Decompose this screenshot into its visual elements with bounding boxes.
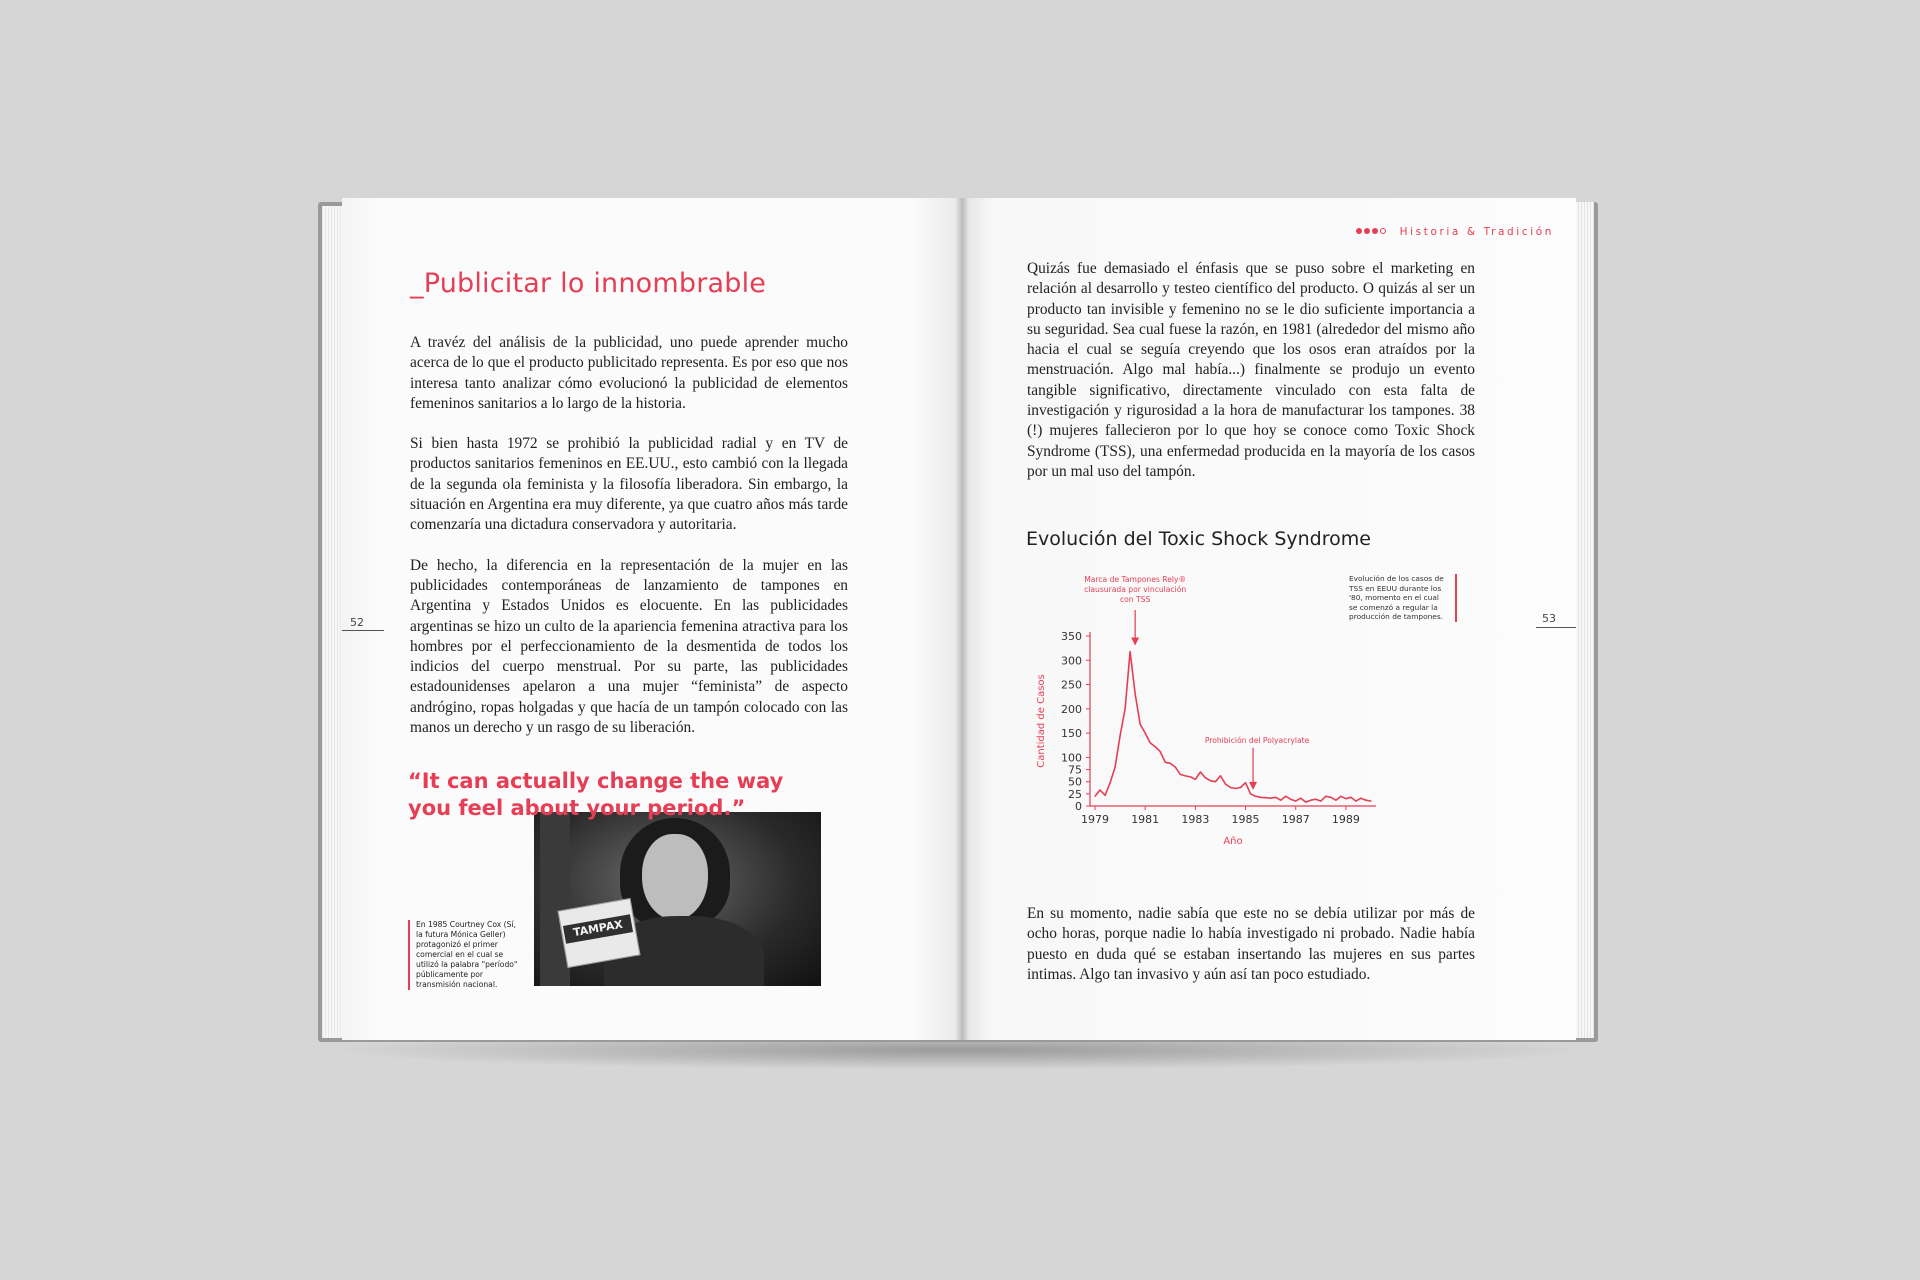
data-point [1220,775,1221,776]
data-point [1285,796,1286,797]
data-point [1165,762,1166,763]
data-point [1160,751,1161,752]
data-point [1170,763,1171,764]
data-point [1114,767,1115,768]
data-point [1230,787,1231,788]
data-point [1365,800,1366,801]
tss-line-chart [1016,570,1396,870]
annotation-rely-arrow-head [1131,638,1139,646]
page-number-rule [1536,627,1576,628]
page-edges-right [1576,202,1594,1038]
x-tick-label: 1983 [1181,813,1210,826]
data-point [1300,798,1301,799]
data-point [1325,796,1326,797]
y-tick-label: 350 [1061,630,1082,643]
page-number: 52 [350,616,364,629]
data-point [1280,800,1281,801]
data-point [1210,780,1211,781]
data-point [1295,801,1296,802]
tampax-ad-photo [534,812,821,986]
photo-caption: En 1985 Courtney Cox (Sí, la futura Mónica Geller) protagonizó el primer comercial en el cual se utilizó la palabra "período" públicamente por transmisión nacional. [408,920,524,990]
data-point [1215,781,1216,782]
data-point [1140,724,1141,725]
paragraph: Si bien hasta 1972 se prohibió la publicidad radial y en TV de productos sanitarios femeninos en EE.UU., esto cambió con la llegada de la segunda ola feminista y la filosofía liberadora. Sin embargo, la situación en Argentina era muy diferente, ya que cuatro años más tarde comenzaría una dictadura conservadora y autoritaria. [410,435,848,534]
data-point [1109,782,1110,783]
book-spine-shadow [955,198,969,1040]
section-title: _Publicitar lo innombrable [410,268,767,299]
y-tick-label: 100 [1061,751,1082,765]
y-tick-label: 150 [1061,727,1082,741]
data-point [1130,651,1131,652]
y-tick-label: 50 [1068,775,1082,789]
data-point [1305,802,1306,803]
y-axis-label: Cantidad de Casos [1036,674,1047,768]
right-body-text-bottom [1027,904,1475,985]
data-point [1360,798,1361,799]
paragraph: De hecho, la diferencia en la representación de la mujer en las publicidades contemporáneas de lanzamiento de tampones en Argentina y Estados Unidos es elocuente. En las publicidades argentinas se hizo un culto de la apariencia femenina atractiva para los hombres por el perfeccionamiento de la desmentida de todos los indicios del cuerpo menstrual. Por su parte, las publicidades estadounidenses apelaron a una mujer “feminista” de aspecto andrógino, ropas holgadas y que hacía de un tampón colocado con las manos un derecho y un rasgo de su liberación. [410,556,848,737]
section-dots-icon [1356,228,1386,234]
open-book [318,198,1598,1046]
data-point [1205,777,1206,778]
left-body-text [410,333,848,738]
pull-quote: “It can actually change the way you feel about your period.” [408,769,784,820]
data-point [1240,787,1241,788]
data-point [1255,796,1256,797]
data-point [1345,798,1346,799]
data-point [1290,799,1291,800]
annotation-polyacrylate-arrow-head [1249,782,1257,790]
paragraph: A travéz del análisis de la publicidad, uno puede aprender mucho acerca de lo que el producto publicitado representa. Es por eso que nos interesa tanto analizar cómo evolucionó la publicidad de elementos femeninos sanitarios a lo largo de la historia. [410,334,848,412]
annotation-polyacrylate-label: Prohibición del Polyacrylate [1204,735,1310,745]
photo-face [642,834,708,920]
annotation-rely-label: Marca de Tampones Rely® clausurada por vinculación con TSS [1084,575,1187,604]
data-point [1135,694,1136,695]
left-page [342,198,962,1040]
data-point [1235,788,1236,789]
page-number-rule [342,630,384,631]
photo-product-label: TAMPAX [563,914,633,944]
data-point [1350,797,1351,798]
running-header: Historia & Tradición [1399,226,1554,238]
tss-cases-line [1095,652,1371,803]
data-point [1260,797,1261,798]
data-point [1270,798,1271,799]
right-page [962,198,1576,1040]
y-tick-label: 200 [1061,702,1082,716]
y-tick-label: 0 [1075,800,1082,813]
data-point [1104,795,1105,796]
data-point [1180,774,1181,775]
data-point [1315,799,1316,800]
data-point [1330,797,1331,798]
y-tick-label: 250 [1061,678,1082,692]
data-point [1200,771,1201,772]
paragraph: En su momento, nadie sabía que este no se debía utilizar por más de ocho horas, porque nadie lo había investigado ni probado. Nadie había puesto en duda qué se estaban insertando las mujeres en sus partes intimas. Algo tan invasivo y aún así tan poco estudiado. [1027,905,1475,983]
x-axis-label: Año [1223,836,1243,847]
page-number: 53 [1542,612,1556,625]
chart-title: Evolución del Toxic Shock Syndrome [1026,528,1371,550]
data-point [1340,796,1341,797]
data-point [1250,793,1251,794]
data-point [1155,746,1156,747]
x-tick-label: 1979 [1081,813,1110,826]
data-point [1355,801,1356,802]
data-point [1175,767,1176,768]
data-point [1190,776,1191,777]
data-point [1245,782,1246,783]
x-tick-label: 1987 [1281,813,1310,826]
right-body-text-top [1027,259,1475,482]
data-point [1195,779,1196,780]
data-point [1320,801,1321,802]
data-point [1185,775,1186,776]
page-edges-left [322,206,344,1038]
x-tick-label: 1981 [1131,813,1160,826]
data-point [1370,801,1371,802]
data-point [1265,797,1266,798]
data-point [1094,796,1095,797]
data-point [1335,800,1336,801]
data-point [1125,708,1126,709]
y-tick-label: 300 [1061,654,1082,668]
data-point [1310,800,1311,801]
x-tick-label: 1985 [1231,813,1260,826]
x-tick-label: 1989 [1331,813,1360,826]
y-tick-label: 25 [1068,787,1082,801]
y-tick-label: 75 [1068,763,1082,777]
data-point [1145,733,1146,734]
data-point [1225,784,1226,785]
data-point [1150,742,1151,743]
paragraph: Quizás fue demasiado el énfasis que se puso sobre el marketing en relación al desarrollo y testeo científico del producto. O quizás al ser un producto tan invisible y femenino no se le dio suficiente importancia a su seguridad. Sea cual fuese la razón, en 1981 (alrededor del mismo año hacia el cual se seguía creyendo que los osos eran atraídos por la menstruación. Algo mal había...) finalmente se produjo un evento tangible significativo, directamente vinculado con esta falta de investigación y rigurosidad a la hora de manufacturar los tampones. 38 (!) mujeres fallecieron por lo que hoy se conoce como Toxic Shock Syndrome (TSS), una enfermedad producida en la mayoría de los casos por un mal uso del tampón. [1027,260,1475,480]
data-point [1099,789,1100,790]
chart-note: Evolución de los casos de TSS en EEUU durante los '80, momento en el cual se comenzó a regular la producción de tampones. [1349,574,1457,622]
data-point [1120,735,1121,736]
data-point [1275,797,1276,798]
